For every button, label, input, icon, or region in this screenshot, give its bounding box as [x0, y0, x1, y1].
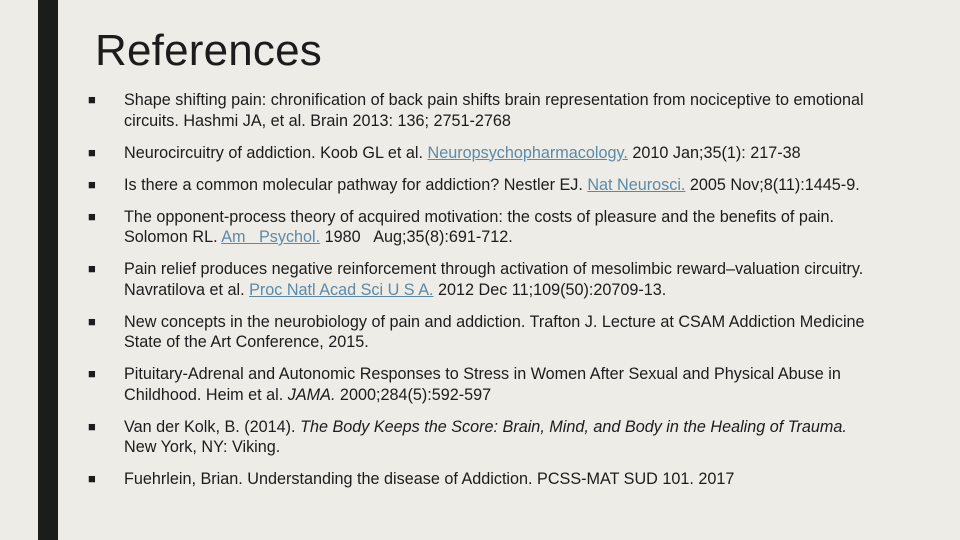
reference-text: Pain relief produces negative reinforcement through activation of mesolimbic reward–valuation circuitry. Navratilova et al.: [124, 260, 864, 299]
reference-item: [88, 259, 878, 300]
journal-name: JAMA.: [287, 385, 336, 404]
journal-link[interactable]: Am Psychol.: [221, 228, 321, 246]
reference-item: [88, 469, 878, 490]
reference-citation: 2012 Dec 11;109(50):20709-13.: [433, 280, 667, 299]
square-bullet-icon: ■: [88, 176, 96, 192]
reference-text: The opponent-process theory of acquired motivation: the costs of pleasure and the benefits of pain. Solomon RL.: [124, 207, 834, 246]
reference-item: [88, 312, 878, 353]
square-bullet-icon: ■: [88, 92, 96, 107]
journal-link[interactable]: Proc Natl Acad Sci U S A.: [249, 280, 434, 299]
reference-item: [88, 417, 878, 458]
reference-citation: 2005 Nov;8(11):1445-9.: [685, 175, 860, 194]
reference-text: Pituitary-Adrenal and Autonomic Responses to Stress in Women After Sexual and Physical Abuse in Childhood. Heim et al.: [124, 365, 841, 404]
square-bullet-icon: ■: [88, 471, 96, 486]
left-accent-bar: [38, 0, 58, 540]
reference-list: [88, 90, 878, 501]
square-bullet-icon: ■: [88, 261, 96, 276]
slide-title: References: [95, 26, 323, 75]
reference-text: New concepts in the neurobiology of pain and addiction. Trafton J. Lecture at CSAM Addiction Medicine State of the Art Conference, 2015.: [124, 312, 865, 351]
reference-citation: New York, NY: Viking.: [124, 417, 856, 456]
journal-link[interactable]: Neuropsychopharmacology.: [427, 143, 628, 162]
book-title: The Body Keeps the Score: Brain, Mind, and Body in the Healing of Trauma.: [300, 417, 847, 436]
square-bullet-icon: ■: [88, 313, 96, 329]
journal-link[interactable]: Nat Neurosci.: [587, 175, 686, 194]
reference-text: Fuehrlein, Brian. Understanding the disease of Addiction. PCSS-MAT SUD 101. 2017: [124, 470, 735, 488]
reference-item: [88, 90, 878, 131]
reference-item: [88, 207, 878, 248]
square-bullet-icon: ■: [88, 144, 96, 160]
reference-text: Neurocircuitry of addiction. Koob GL et al.: [124, 143, 428, 162]
square-bullet-icon: ■: [88, 366, 96, 381]
reference-citation: 1980 Aug;35(8):691-712.: [320, 228, 513, 246]
reference-item: [88, 143, 878, 164]
reference-text: Is there a common molecular pathway for addiction? Nestler EJ.: [124, 175, 588, 194]
reference-text: Van der Kolk, B. (2014).: [124, 417, 301, 436]
reference-item: [88, 175, 878, 196]
square-bullet-icon: ■: [88, 208, 96, 224]
square-bullet-icon: ■: [88, 418, 96, 434]
reference-citation: 2010 Jan;35(1): 217-38: [627, 143, 801, 162]
reference-item: [88, 364, 878, 405]
reference-text: Shape shifting pain: chronification of back pain shifts brain representation from nociceptive to emotional circuits. Hashmi JA, et al. Brain 2013: 136; 2751-2768: [124, 91, 864, 130]
reference-citation: 2000;284(5):592-597: [335, 385, 492, 404]
